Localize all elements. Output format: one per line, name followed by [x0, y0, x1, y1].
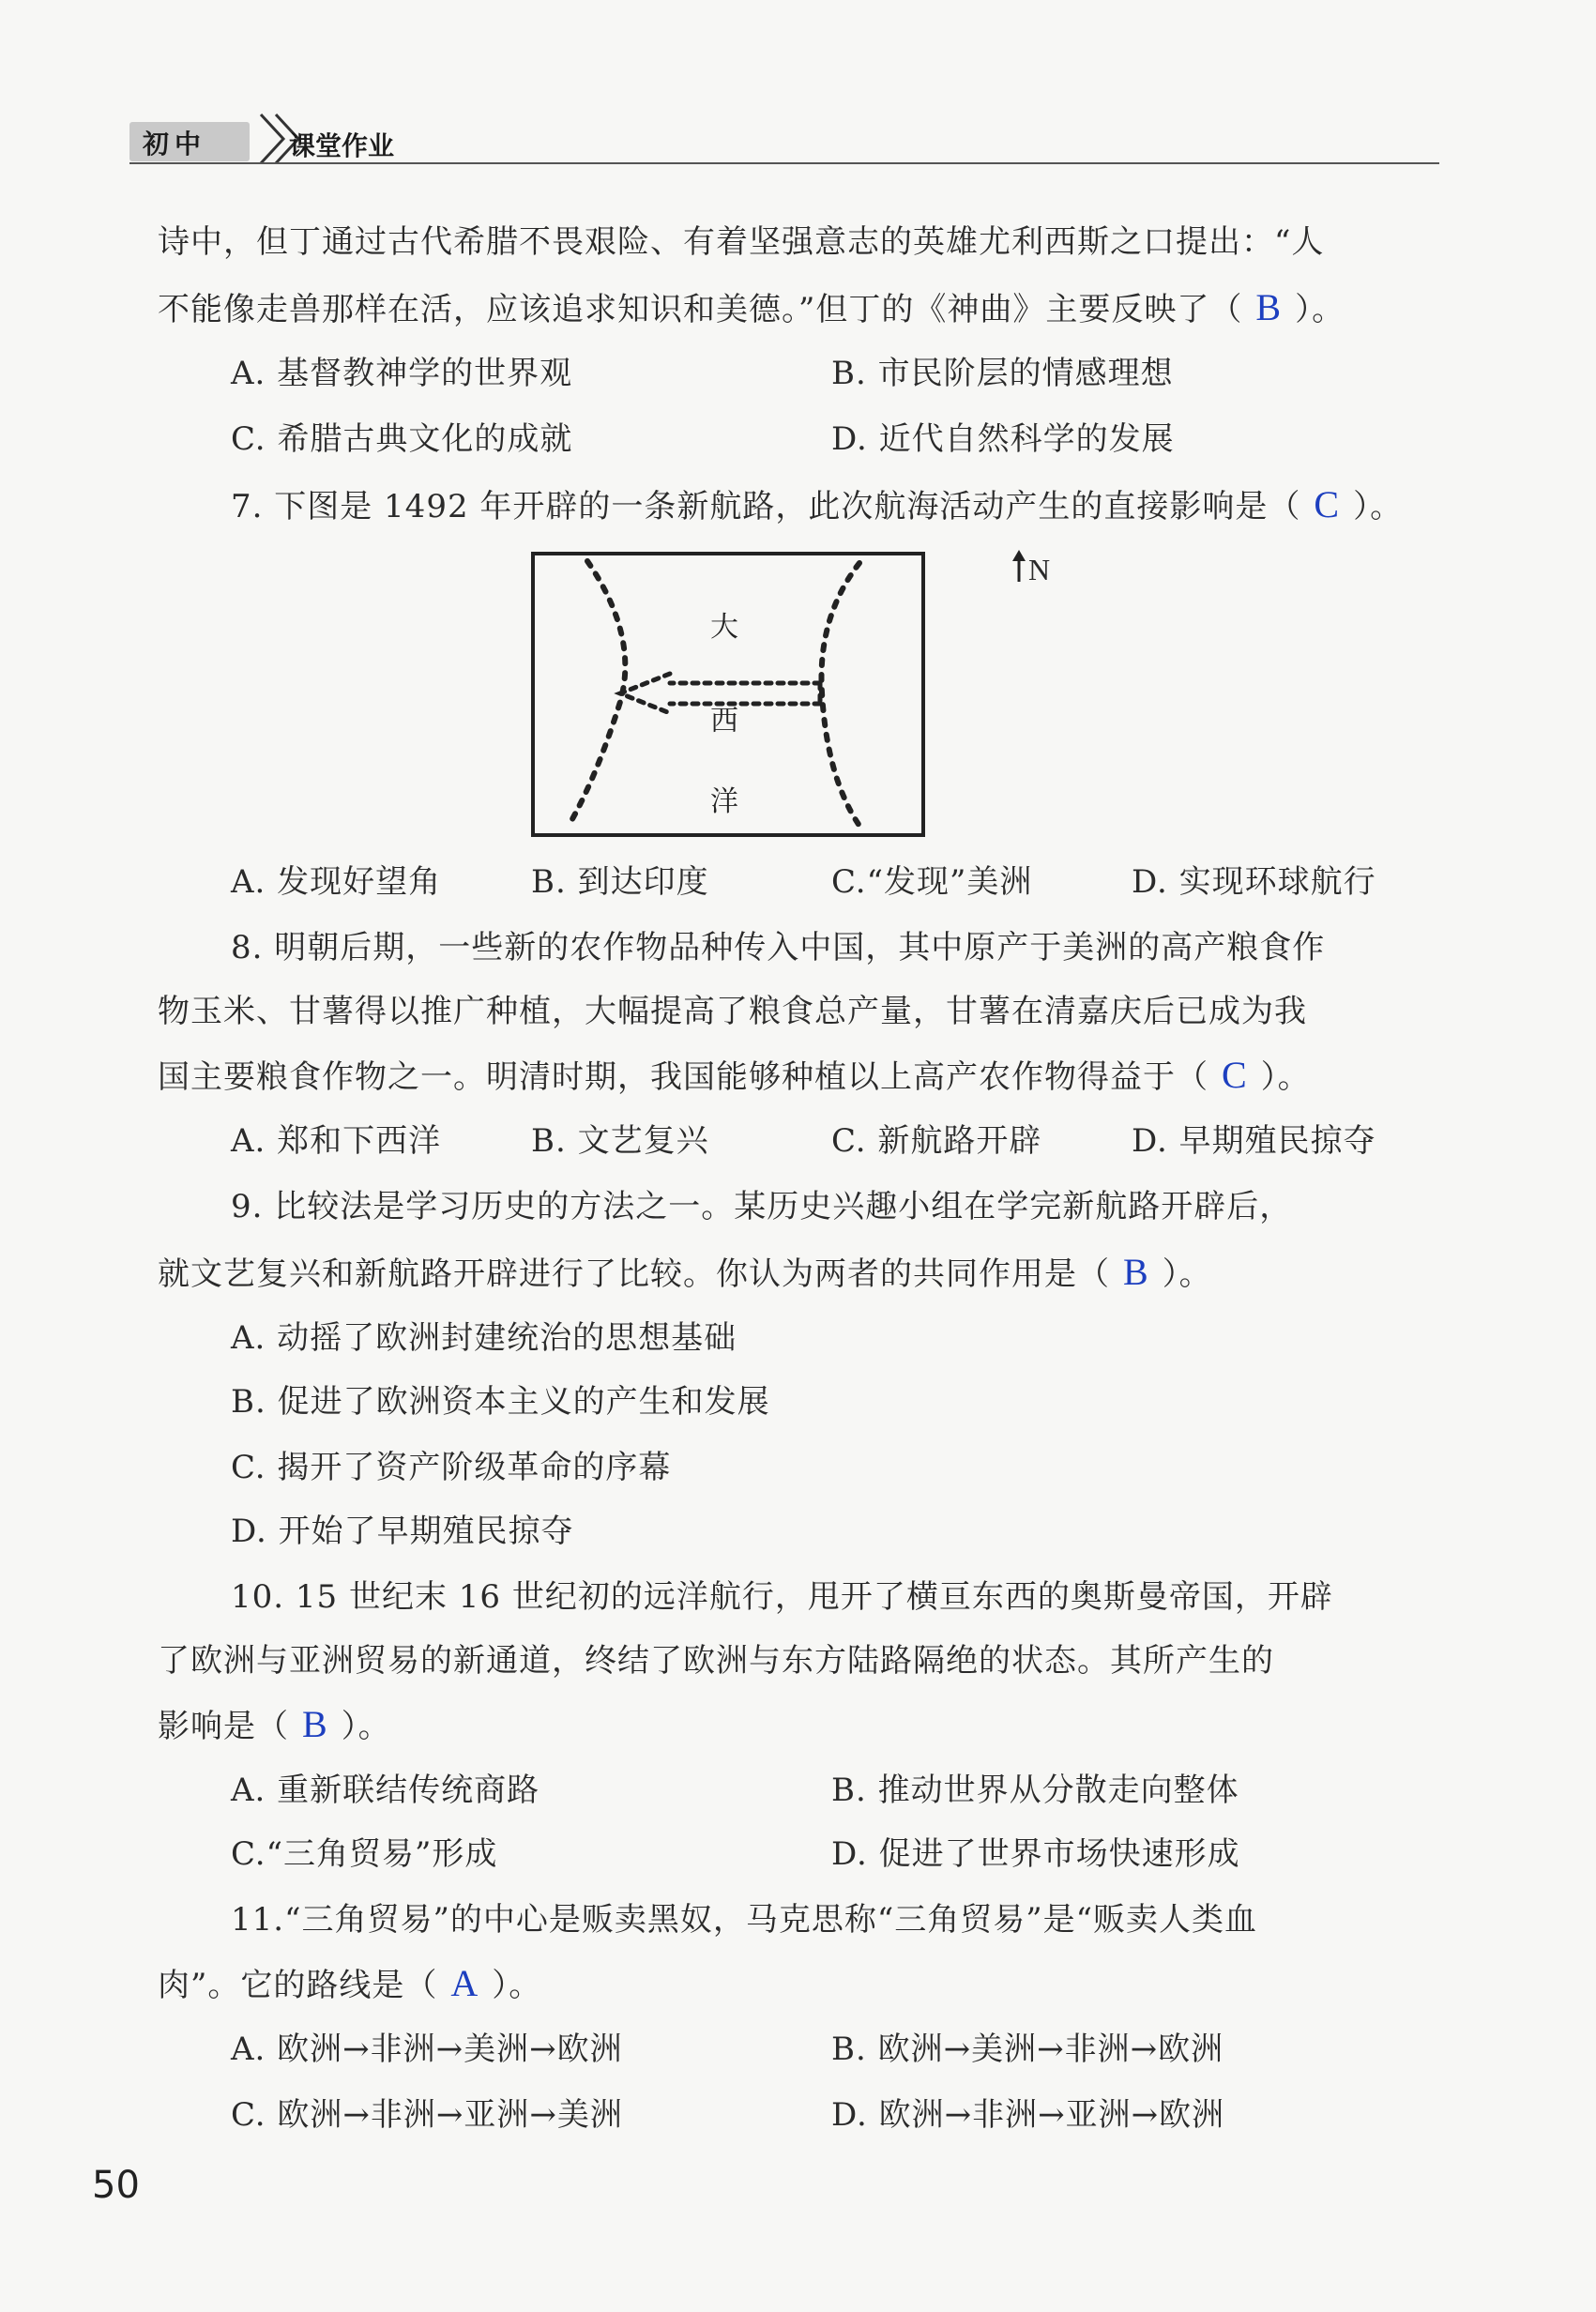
q11-answer: A	[450, 1962, 479, 2004]
q7-stem: 7. 下图是 1492 年开辟的一条新航路，此次航海活动产生的直接影响是（	[231, 488, 1301, 525]
header-rule	[129, 162, 1439, 164]
q10-stem: 影响是（	[158, 1708, 289, 1745]
north-arrow-icon	[1010, 550, 1028, 584]
q8-stem-end: ）。	[1260, 1058, 1311, 1096]
q7-option-a: A. 发现好望角	[231, 863, 442, 901]
q9-option-a: A. 动摇了欧洲封建统治的思想基础	[231, 1319, 737, 1357]
ocean-char-2: 西	[710, 705, 738, 738]
q9-line-2	[158, 1251, 1212, 1293]
q6-option-a: A. 基督教神学的世界观	[231, 355, 573, 392]
q7-option-d: D. 实现环球航行	[1132, 863, 1376, 901]
route-map	[531, 552, 925, 837]
q8-option-d: D. 早期殖民掠夺	[1132, 1122, 1376, 1160]
q9-answer: B	[1123, 1251, 1149, 1293]
q8-option-a: A. 郑和下西洋	[231, 1122, 442, 1160]
q8-option-c: C. 新航路开辟	[831, 1122, 1042, 1160]
q7-stem-line	[231, 483, 1404, 525]
q11-stem-end: ）。	[492, 1967, 542, 2004]
europe-africa-coast	[822, 563, 860, 826]
q6-line-1: 诗中，但丁通过古代希腊不畏艰险、有着坚强意志的英雄尤利西斯之口提出：“人	[158, 223, 1325, 261]
q10-option-b: B. 推动世界从分散走向整体	[831, 1772, 1239, 1809]
q6-option-d: D. 近代自然科学的发展	[831, 420, 1175, 458]
q9-option-b: B. 促进了欧洲资本主义的产生和发展	[231, 1383, 770, 1421]
q6-line-2	[158, 286, 1345, 328]
route-arrow-head	[620, 674, 670, 713]
q6-answer: B	[1255, 286, 1283, 328]
q8-line-2: 物玉米、甘薯得以推广种植，大幅提高了粮食总产量，甘薯在清嘉庆后已成为我	[158, 993, 1307, 1030]
q9-option-c: C. 揭开了资产阶级革命的序幕	[231, 1449, 672, 1486]
q10-option-d: D. 促进了世界市场快速形成	[831, 1835, 1240, 1873]
north-label: N	[1028, 553, 1051, 586]
q6-stem-end: ）。	[1295, 291, 1345, 328]
q11-stem: 肉”。它的路线是（	[158, 1967, 438, 2004]
q11-option-c: C. 欧洲→非洲→亚洲→美洲	[231, 2096, 623, 2134]
q10-option-a: A. 重新联结传统商路	[231, 1772, 540, 1809]
q8-line-1: 8. 明朝后期，一些新的农作物品种传入中国，其中原产于美洲的高产粮食作	[231, 929, 1326, 966]
q9-stem-end: ）。	[1162, 1255, 1212, 1293]
q10-answer: B	[302, 1703, 328, 1745]
q7-option-b: B. 到达印度	[531, 863, 709, 901]
q11-option-d: D. 欧洲→非洲→亚洲→欧洲	[831, 2096, 1225, 2134]
q9-stem: 就文艺复兴和新航路开辟进行了比较。你认为两者的共同作用是（	[158, 1255, 1110, 1293]
page-number: 50	[92, 2164, 140, 2207]
q8-option-b: B. 文艺复兴	[531, 1122, 709, 1160]
q9-line-1: 9. 比较法是学习历史的方法之一。某历史兴趣小组在学完新航路开辟后，	[231, 1188, 1293, 1225]
q11-line-2	[158, 1962, 542, 2004]
q10-line-1: 10. 15 世纪末 16 世纪初的远洋航行，甩开了横亘东西的奥斯曼帝国，开辟	[231, 1578, 1333, 1616]
q10-option-c: C.“三角贸易”形成	[231, 1835, 498, 1873]
q10-line-3	[158, 1703, 391, 1745]
ocean-char-3: 洋	[710, 785, 738, 818]
route-arrow-shaft	[670, 683, 820, 704]
q11-line-1: 11.“三角贸易”的中心是贩卖黑奴，马克思称“三角贸易”是“贩卖人类血	[231, 1901, 1257, 1939]
q7-stem-end: ）。	[1353, 488, 1404, 525]
page-header	[129, 111, 1439, 167]
q8-stem: 国主要粮食作物之一。明清时期，我国能够种植以上高产农作物得益于（	[158, 1058, 1208, 1096]
q11-option-a: A. 欧洲→非洲→美洲→欧洲	[231, 2031, 623, 2068]
q8-answer: C	[1222, 1054, 1248, 1096]
q7-answer: C	[1314, 483, 1341, 525]
header-level: 初中	[143, 129, 207, 160]
q8-line-3	[158, 1054, 1311, 1096]
q10-line-2: 了欧洲与亚洲贸易的新通道，终结了欧洲与东方陆路隔绝的状态。其所产生的	[158, 1642, 1274, 1680]
q6-option-b: B. 市民阶层的情感理想	[831, 355, 1174, 392]
north-indicator	[1010, 550, 1050, 587]
q9-option-d: D. 开始了早期殖民掠夺	[231, 1513, 574, 1550]
q6-option-c: C. 希腊古典文化的成就	[231, 420, 573, 458]
q7-option-c: C.“发现”美洲	[831, 863, 1033, 901]
q10-stem-end: ）。	[341, 1708, 391, 1745]
q6-stem: 不能像走兽那样在活，应该追求知识和美德。”但丁的《神曲》主要反映了（	[158, 291, 1243, 328]
header-title: 课堂作业	[289, 130, 395, 161]
q11-option-b: B. 欧洲→美洲→非洲→欧洲	[831, 2031, 1224, 2068]
ocean-char-1: 大	[710, 611, 738, 644]
